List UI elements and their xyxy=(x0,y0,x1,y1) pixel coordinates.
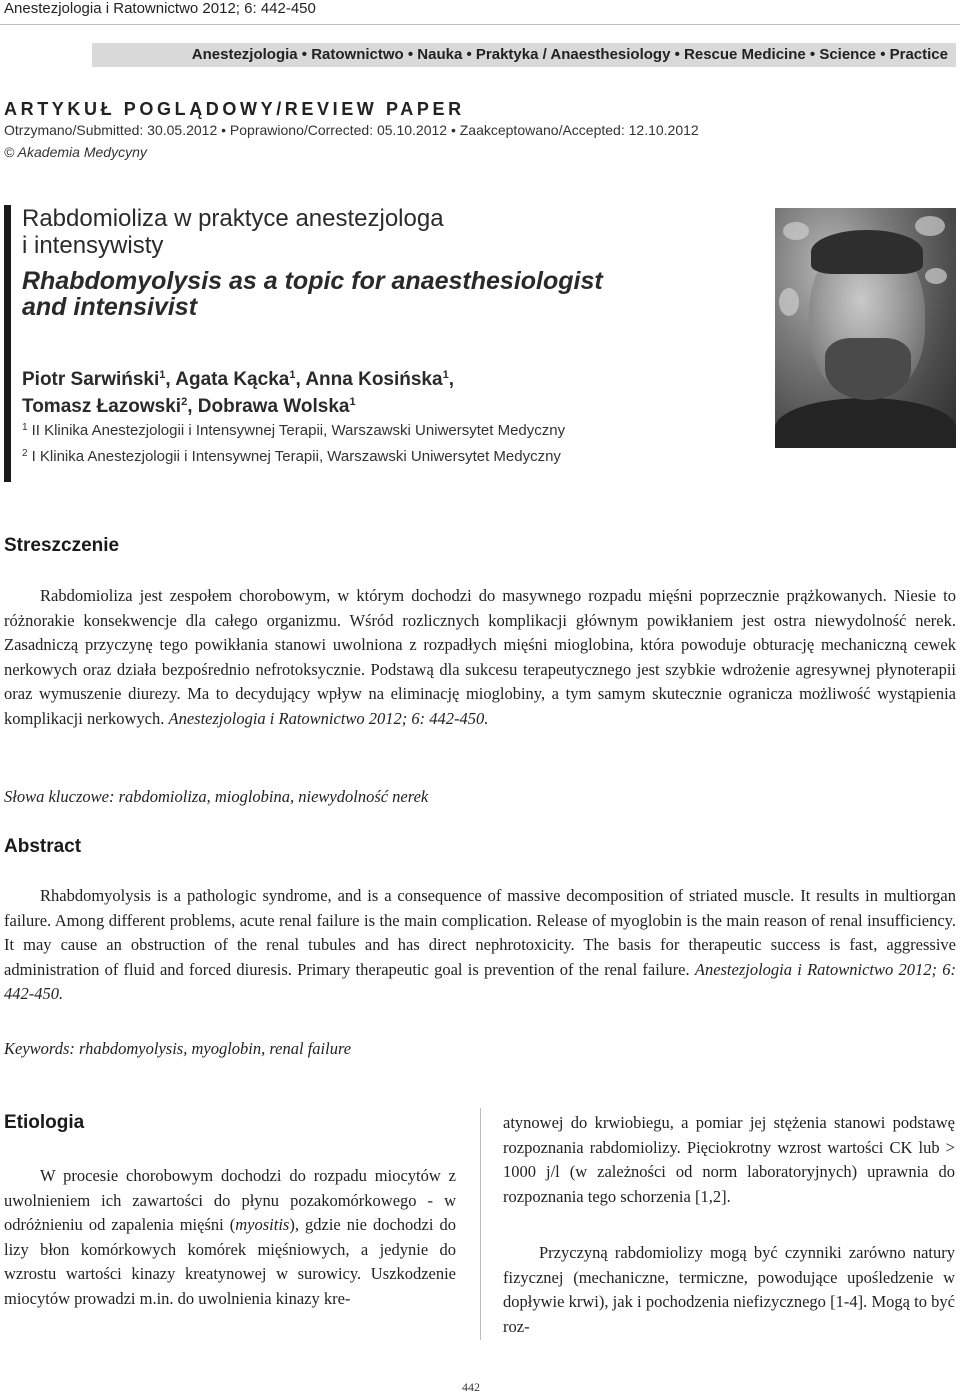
author-name: Anna Kosińska xyxy=(305,369,443,390)
author-name: Agata Kącka xyxy=(175,369,290,390)
heading-abstract: Abstract xyxy=(4,836,82,857)
author-name: Tomasz Łazowski xyxy=(22,396,182,417)
affiliation-number: 1 xyxy=(22,422,28,433)
photo-foliage xyxy=(779,288,799,316)
title-polish-line-1: Rabdomioliza w praktyce anestezjologa xyxy=(22,205,444,232)
photo-foliage xyxy=(783,222,809,240)
abstract-english-body: Rhabdomyolysis is a pathologic syndrome, and is a consequence of massive decomposition of striated muscle. It results in multiorgan failure. Among different problems, acute renal failure is the main complication. Release of myoglobin is the main reason of renal insufficiency. It may cause an obstruction of the renal tubules and has direct nephrotoxicity. The basis for therapeutic success is fast, aggressive administration of fluid and forced diuresis. Primary therapeutic goal is prevention of the renal failure. xyxy=(4,886,956,979)
etiology-text: ), gdzie nie dochodzi do lizy błon komórkowych komórek mięśniowych, a jedynie do wzrostu wartości kinazy kreatynowej w surowicy. Uszkodzenie miocytów prowadzi m.in. do uwolnienia kinazy kre- xyxy=(4,1215,456,1308)
heading-etiologia: Etiologia xyxy=(4,1112,85,1133)
author-name: Dobrawa Wolska xyxy=(197,396,350,417)
author-affiliation-mark: 1 xyxy=(289,369,296,381)
abstract-polish-citation: Anestezjologia i Ratownictwo 2012; 6: 442-450. xyxy=(168,708,489,728)
journal-banner: Anestezjologia • Ratownictwo • Nauka • Praktyka / Anaesthesiology • Rescue Medicine • Science • Practice xyxy=(92,43,956,67)
author-affiliation-mark: 1 xyxy=(159,369,166,381)
affiliation-number: 2 xyxy=(22,448,28,459)
header-divider xyxy=(0,24,960,25)
etiology-right-column-paragraph-1: atynowej do krwiobiegu, a pomiar jej stężenia stanowi podstawę rozpoznania rabdomiolizy. Pięciokrotny wzrost wartości CK lub > 1000 j/l (w zależności od norm laboratoryjnych) uprawnia do rozpoznania tego schorzenia [1,2]. xyxy=(503,1113,955,1206)
author-list xyxy=(22,366,762,420)
author-photo xyxy=(775,208,956,448)
affiliation-2 xyxy=(22,448,561,465)
photo-beard xyxy=(825,338,911,400)
photo-hair xyxy=(811,230,923,274)
author-affiliation-mark: 1 xyxy=(349,396,356,408)
affiliation-text: I Klinika Anestezjologii i Intensywnej Terapii, Warszawski Uniwersytet Medyczny xyxy=(31,448,561,465)
title-accent-bar xyxy=(4,205,11,482)
copyright-notice: © Akademia Medycyny xyxy=(4,144,147,160)
abstract-english-citation: Anestezjologia i Ratownictwo 2012; 6: 442-450. xyxy=(4,959,956,1004)
photo-shoulders xyxy=(775,398,956,448)
etiology-right-column-paragraph-2: Przyczyną rabdomiolizy mogą być czynniki zarówno natury fizycznej (mechaniczne, termiczne, powodujące upośledzenie w dopływie krwi), jak i pochodzenia niefizycznego [1-4]. Mogą to być roz- xyxy=(503,1243,955,1336)
photo-foliage xyxy=(925,268,947,284)
author-affiliation-mark: 2 xyxy=(181,396,188,408)
title-polish-line-2: i intensywisty xyxy=(22,232,164,259)
running-head: Anestezjologia i Ratownictwo 2012; 6: 442-450 xyxy=(4,0,316,17)
photo-foliage xyxy=(915,216,945,236)
affiliation-1 xyxy=(22,422,565,439)
abstract-polish xyxy=(4,584,956,732)
affiliation-text: II Klinika Anestezjologii i Intensywnej Terapii, Warszawski Uniwersytet Medyczny xyxy=(31,422,566,439)
title-english-line-2: and intensivist xyxy=(22,293,198,321)
author-affiliation-mark: 1 xyxy=(442,369,449,381)
author-separator: , xyxy=(295,369,306,390)
title-english-line-1: Rhabdomyolysis as a topic for anaesthesiologist xyxy=(22,267,603,295)
page-number: 442 xyxy=(462,1380,480,1394)
keywords-english: Keywords: rhabdomyolysis, myoglobin, renal failure xyxy=(4,1039,352,1058)
title-english xyxy=(22,268,762,320)
heading-streszczenie: Streszczenie xyxy=(4,535,120,556)
title-polish xyxy=(22,205,762,259)
author-name: Piotr Sarwiński xyxy=(22,369,160,390)
article-type-label: ARTYKUŁ POGLĄDOWY/REVIEW PAPER xyxy=(4,99,465,119)
etiology-term-myositis: myositis xyxy=(235,1215,290,1235)
author-separator: , xyxy=(165,369,176,390)
keywords-polish: Słowa kluczowe: rabdomioliza, mioglobina, niewydolność nerek xyxy=(4,787,429,806)
column-divider xyxy=(480,1108,481,1340)
abstract-polish-body: Rabdomioliza jest zespołem chorobowym, w którym dochodzi do masywnego rozpadu mięśni poprzecznie prążkowanych. Niesie to różnorakie konsekwencje dla całego organizmu. Wśród rozlicznych komplikacji głównym powikłaniem jest ostra niewydolność nerek. Zasadniczą przyczynę tego powikłania stanowi uwolniona z rozpadłych mięśni mioglobina, która powoduje obturację mechaniczną cewek nerkowych oraz działa bezpośrednio nefrotoksycznie. Podstawą dla sukcesu terapeutycznego jest szybkie wdrożenie agresywnej płynoterapii oraz wymuszenie diurezy. Ma to decydujący wpływ na eliminację mioglobiny, a tym samym skutecznie ogranicza możliwość wystąpienia komplikacji nerkowych. xyxy=(4,586,956,728)
submission-dates: Otrzymano/Submitted: 30.05.2012 • Poprawiono/Corrected: 05.10.2012 • Zaakceptowano/Accepted: 12.10.2012 xyxy=(4,122,699,138)
etiology-text: W procesie chorobowym dochodzi do rozpadu miocytów z uwolnieniem ich zawartości do płynu pozakomórkowego - w odróżnieniu od zapalenia mięśni ( xyxy=(4,1166,456,1235)
author-separator: , xyxy=(448,369,454,390)
abstract-english xyxy=(4,884,956,1007)
etiology-left-column xyxy=(4,1164,456,1312)
author-separator: , xyxy=(187,396,198,417)
